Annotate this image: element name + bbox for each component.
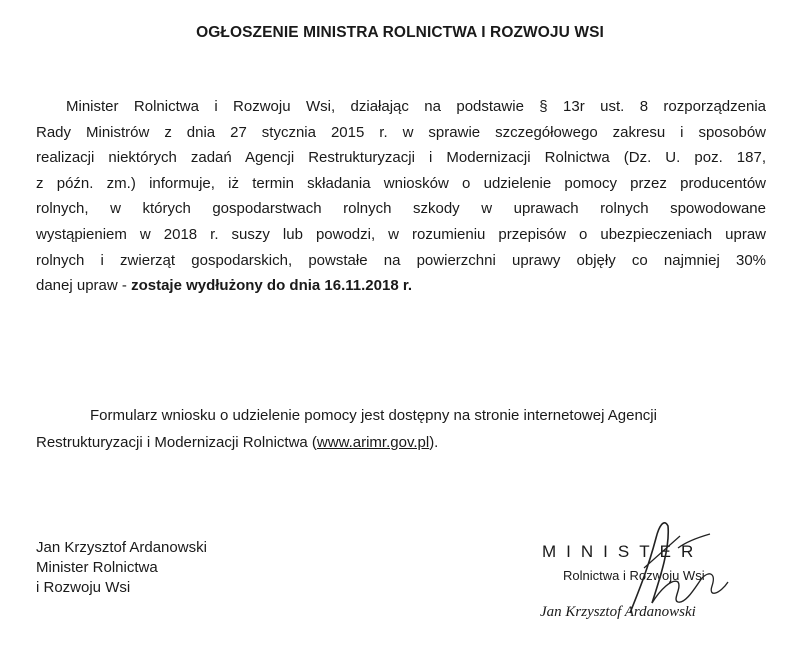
paragraph-line: Rady Ministrów z dnia 27 stycznia 2015 r. w sprawie szczegółowego zakresu i sposobów <box>36 123 766 141</box>
paragraph-line: rolnych, w których gospodarstwach rolnych szkody w uprawach rolnych spowodowane <box>36 200 766 218</box>
paragraph-line <box>36 429 766 456</box>
line-suffix: ). <box>429 434 439 451</box>
stamp-name: Jan Krzysztof Ardanowski <box>540 604 696 620</box>
paragraph-last-line <box>36 273 766 299</box>
official-stamp <box>520 538 780 648</box>
website-link[interactable]: www.arimr.gov.pl <box>316 434 430 451</box>
paragraph-line: realizacji niektórych zadań Agencji Restrukturyzacji i Modernizacji Rolnictwa (Dz. U. poz. 187, <box>36 149 766 167</box>
last-line-prefix: danej upraw - <box>36 277 132 295</box>
paragraph-line: Minister Rolnictwa i Rozwoju Wsi, działając na podstawie § 13r ust. 8 rozporządzenia <box>66 98 766 115</box>
form-availability-paragraph <box>36 402 766 456</box>
handwritten-signature <box>560 508 760 638</box>
page-title: OGŁOSZENIE MINISTRA ROLNICTWA I ROZWOJU WSI <box>196 24 604 41</box>
signer-name: Jan Krzysztof Ardanowski <box>36 539 207 556</box>
paragraph-line: rolnych i zwierząt gospodarskich, powstałe na powierzchni uprawy objęły co najmniej 30% <box>36 251 766 269</box>
line-prefix: Restrukturyzacji i Modernizacji Rolnictwa ( <box>36 434 317 451</box>
stamp-subtitle: Rolnictwa i Rozwoju Wsi <box>563 568 705 583</box>
signer-block <box>36 538 207 598</box>
paragraph-line: Formularz wniosku o udzielenie pomocy jest dostępny na stronie internetowej Agencji <box>90 407 657 424</box>
signer-role: Minister Rolnictwa <box>36 559 158 576</box>
announcement-paragraph <box>36 94 766 299</box>
deadline-emphasis: zostaje wydłużony do dnia 16.11.2018 r. <box>131 277 413 295</box>
paragraph-line: wystąpieniem w 2018 r. suszy lub powodzi, w rozumieniu przepisów o ubezpieczeniach upraw <box>36 225 766 243</box>
paragraph-line: z późn. zm.) informuje, iż termin składania wniosków o udzielenie pomocy przez producentów <box>36 174 766 192</box>
signer-role: i Rozwoju Wsi <box>36 579 131 596</box>
stamp-title: MINISTER <box>542 542 704 561</box>
